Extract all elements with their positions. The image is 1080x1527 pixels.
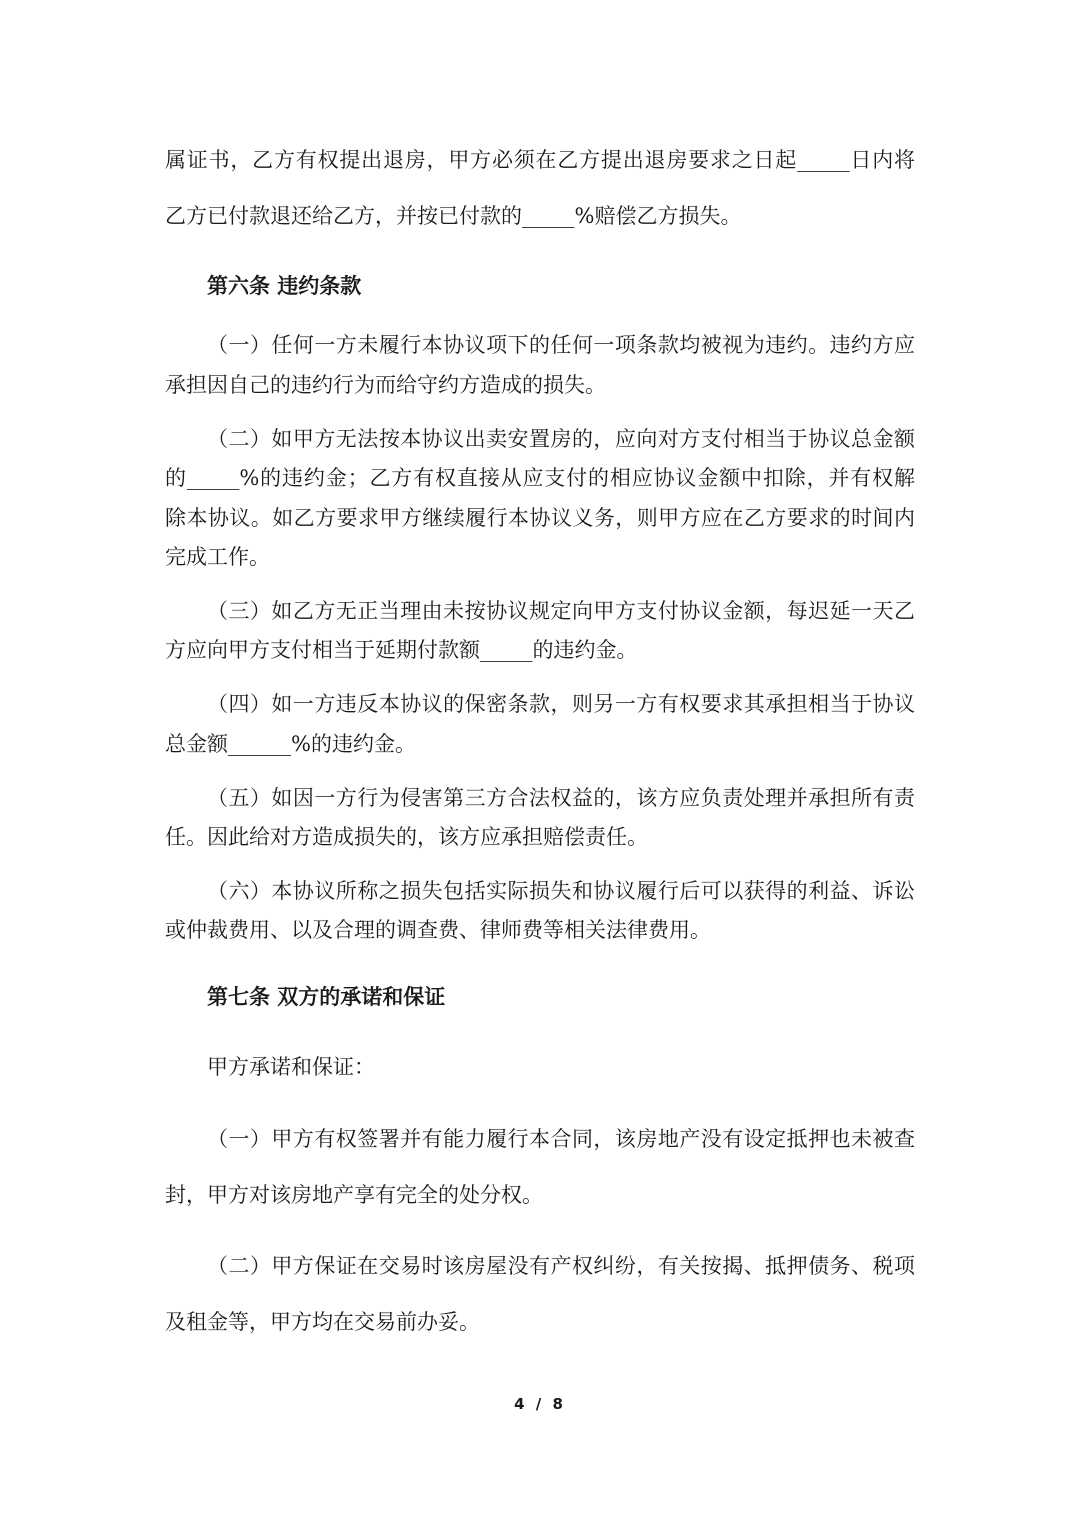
clause-line: 封，甲方对该房地产享有完全的处分权。 bbox=[165, 1183, 543, 1207]
clause-line: 方应向甲方支付相当于延期付款额_____的违约金。 bbox=[165, 638, 638, 662]
text-line: 乙方已付款退还给乙方，并按已付款的_____%赔偿乙方损失。 bbox=[165, 204, 742, 228]
clause-line: 或仲裁费用、以及合理的调查费、律师费等相关法律费用。 bbox=[165, 918, 711, 942]
clause-line: 的_____%的违约金；乙方有权直接从应支付的相应协议金额中扣除，并有权解 bbox=[165, 466, 915, 490]
clause-line: 完成工作。 bbox=[165, 545, 270, 569]
clause-line: （二）如甲方无法按本协议出卖安置房的，应向对方支付相当于协议总金额 bbox=[207, 427, 915, 451]
page-number: 4 / 8 bbox=[514, 1395, 566, 1413]
clause-line: 承担因自己的违约行为而给守约方造成的损失。 bbox=[165, 373, 606, 397]
paragraph-intro: 甲方承诺和保证： bbox=[207, 1055, 375, 1079]
text-line: 属证书，乙方有权提出退房，甲方必须在乙方提出退房要求之日起_____日内将 bbox=[165, 148, 915, 172]
clause-line: 总金额______%的违约金。 bbox=[165, 732, 416, 756]
clause-line: （二）甲方保证在交易时该房屋没有产权纠纷，有关按揭、抵押债务、税项 bbox=[207, 1254, 915, 1278]
clause-line: （四）如一方违反本协议的保密条款，则另一方有权要求其承担相当于协议 bbox=[207, 692, 915, 716]
clause-line: （六）本协议所称之损失包括实际损失和协议履行后可以获得的利益、诉讼 bbox=[207, 879, 915, 903]
section-heading-article-7: 第七条 双方的承诺和保证 bbox=[207, 985, 446, 1009]
clause-line: 及租金等，甲方均在交易前办妥。 bbox=[165, 1310, 480, 1334]
clause-line: （三）如乙方无正当理由未按协议规定向甲方支付协议金额，每迟延一天乙 bbox=[207, 599, 915, 623]
section-heading-article-6: 第六条 违约条款 bbox=[207, 274, 362, 298]
clause-line: （一）任何一方未履行本协议项下的任何一项条款均被视为违约。违约方应 bbox=[207, 333, 915, 357]
clause-line: （一）甲方有权签署并有能力履行本合同，该房地产没有设定抵押也未被查 bbox=[207, 1127, 915, 1151]
clause-line: 除本协议。如乙方要求甲方继续履行本协议义务，则甲方应在乙方要求的时间内 bbox=[165, 506, 915, 530]
clause-line: 任。因此给对方造成损失的，该方应承担赔偿责任。 bbox=[165, 825, 648, 849]
clause-line: （五）如因一方行为侵害第三方合法权益的，该方应负责处理并承担所有责 bbox=[207, 786, 915, 810]
